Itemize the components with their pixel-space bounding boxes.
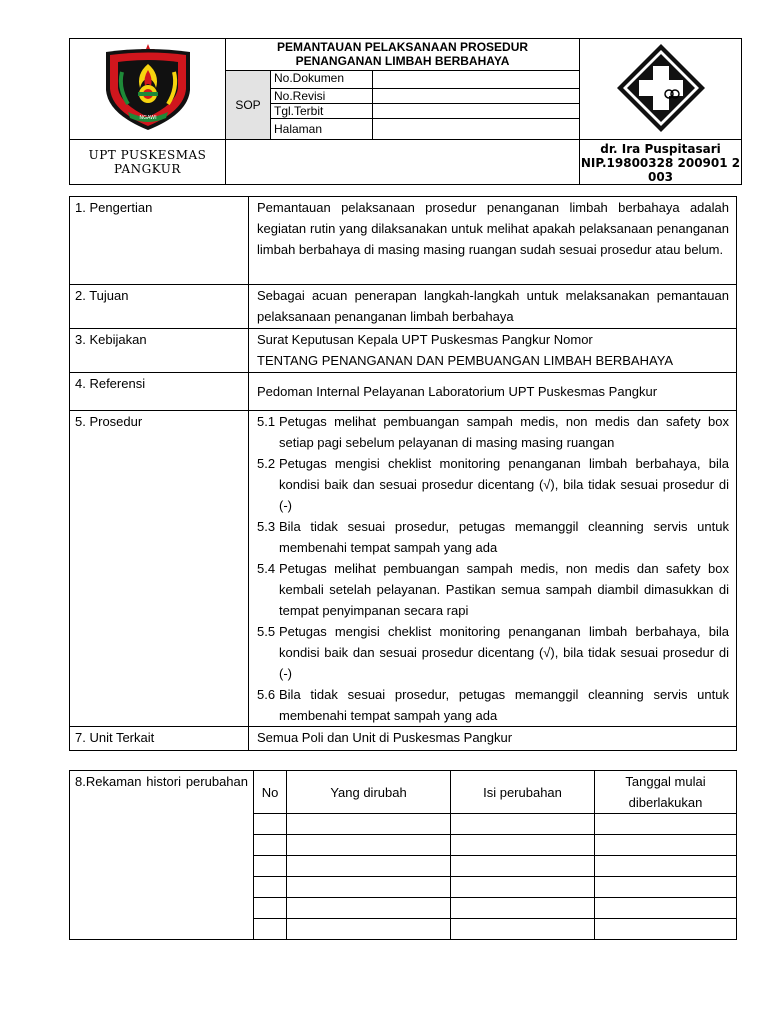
section-label: 4. Referensi — [70, 373, 249, 411]
cell — [254, 898, 287, 919]
signer-nip: NIP.19800328 200901 2 — [580, 156, 741, 170]
organization-name — [70, 140, 226, 185]
doc-field-value — [373, 89, 580, 104]
doc-field-value — [373, 71, 580, 89]
section-text: Pemantauan pelaksanaan prosedur penanganan limbah berbahaya adalah kegiatan rutin yang dilaksanakan untuk melihat apakah pelaksanaan penanganan limbah berbahaya di masing masing ruangan sudah sesuai prosedur atau belum. — [249, 197, 737, 285]
doc-field-label: Halaman — [271, 119, 373, 140]
procedure-step — [257, 621, 729, 684]
history-label-text: 8.Rekaman histori perubahan — [75, 774, 248, 789]
org-line-1: UPT PUSKESMAS — [88, 148, 207, 162]
cell — [287, 919, 451, 940]
cell — [595, 919, 737, 940]
procedure-step — [257, 516, 729, 558]
signer-block — [580, 140, 742, 185]
column-header-changed: Yang dirubah — [287, 771, 451, 814]
cell — [451, 877, 595, 898]
cell — [287, 877, 451, 898]
cell — [451, 856, 595, 877]
sop-header — [69, 38, 742, 185]
procedure-step — [257, 558, 729, 621]
policy-line-2: TENTANG PENANGANAN DAN PEMBUANGAN LIMBAH BERBAHAYA — [257, 353, 674, 368]
section-text: Semua Poli dan Unit di Puskesmas Pangkur — [249, 727, 737, 751]
column-header-date: Tanggal mulai diberlakukan — [595, 771, 737, 814]
doc-field-value — [373, 119, 580, 140]
cell — [254, 877, 287, 898]
doc-field-label: Tgl.Terbit — [271, 104, 373, 119]
step-number: 5.3 — [257, 519, 276, 534]
step-text: Bila tidak sesuai prosedur, petugas memanggil cleanning servis untuk membenahi tempat sampah yang ada — [279, 687, 729, 723]
cell — [254, 814, 287, 835]
sop-label: SOP — [226, 71, 271, 140]
section-label: 5. Prosedur — [70, 411, 249, 727]
cell — [287, 856, 451, 877]
revision-history-table — [69, 770, 737, 940]
signer-nip-cont: 003 — [647, 170, 674, 184]
cell — [595, 835, 737, 856]
column-header-content: Isi perubahan — [451, 771, 595, 814]
history-label — [70, 771, 254, 940]
logo-cell — [70, 39, 226, 140]
step-text: Petugas melihat pembuangan sampah medis, non medis dan safety box kembali setelah pelayanan. Pastikan semua sampah diambil dimasukkan di tempat penyimpanan secara rapi — [279, 561, 729, 618]
title-line-1: PEMANTAUAN PELAKSANAAN PROSEDUR — [276, 40, 529, 54]
org-line-2: PANGKUR — [114, 162, 181, 176]
cell — [451, 919, 595, 940]
cell — [254, 856, 287, 877]
sop-content-table — [69, 196, 737, 751]
doc-field-label: No.Dokumen — [271, 71, 373, 89]
section-label: 1. Pengertian — [70, 197, 249, 285]
step-text: Petugas melihat pembuangan sampah medis, non medis dan safety box setiap pagi sebelum pelayanan di masing masing ruangan — [279, 414, 729, 450]
cell — [287, 814, 451, 835]
cell — [595, 814, 737, 835]
cell — [595, 877, 737, 898]
step-text: Bila tidak sesuai prosedur, petugas memanggil cleanning servis untuk membenahi tempat sampah yang ada — [279, 519, 729, 555]
policy-line-1: Surat Keputusan Kepala UPT Puskesmas Pangkur Nomor — [257, 332, 593, 347]
cell — [595, 898, 737, 919]
document-title — [226, 39, 580, 71]
blank-cell — [226, 140, 580, 185]
step-number: 5.1 — [257, 414, 276, 429]
cell — [287, 898, 451, 919]
cell — [287, 835, 451, 856]
section-text: Sebagai acuan penerapan langkah-langkah untuk melaksanakan pemantauan pelaksanaan penanganan limbah berbahaya — [249, 285, 737, 329]
step-number: 5.6 — [257, 687, 276, 702]
cell — [254, 835, 287, 856]
health-cross-icon — [613, 40, 709, 136]
column-header-no: No — [254, 771, 287, 814]
ministry-logo-cell — [580, 39, 742, 140]
cell — [595, 856, 737, 877]
title-line-2: PENANGANAN LIMBAH BERBAHAYA — [295, 54, 510, 68]
step-text: Petugas mengisi cheklist monitoring penanganan limbah berbahaya, bila kondisi baik dan sesuai prosedur dicentang (√), bila tidak sesuai prosedur di (-) — [279, 456, 729, 513]
step-number: 5.4 — [257, 561, 276, 576]
signer-name: dr. Ira Puspitasari — [600, 142, 721, 156]
doc-field-label: No.Revisi — [271, 89, 373, 104]
step-text: Petugas mengisi cheklist monitoring penanganan limbah berbahaya, bila kondisi baik dan sesuai prosedur dicentang (√), bila tidak sesuai prosedur di (-) — [279, 624, 729, 681]
cell — [451, 898, 595, 919]
section-text: Pedoman Internal Pelayanan Laboratorium UPT Puskesmas Pangkur — [249, 373, 737, 411]
doc-field-value — [373, 104, 580, 119]
procedure-list — [249, 411, 737, 727]
cell — [451, 835, 595, 856]
procedure-step — [257, 684, 729, 726]
section-label: 3. Kebijakan — [70, 329, 249, 373]
section-text — [249, 329, 737, 373]
cell — [451, 814, 595, 835]
svg-text:NGAWI: NGAWI — [138, 114, 157, 121]
section-label: 7. Unit Terkait — [70, 727, 249, 751]
procedure-step — [257, 411, 729, 453]
step-number: 5.2 — [257, 456, 276, 471]
cell — [254, 919, 287, 940]
regency-emblem-icon — [98, 42, 198, 134]
procedure-step — [257, 453, 729, 516]
section-label: 2. Tujuan — [70, 285, 249, 329]
step-number: 5.5 — [257, 624, 276, 639]
